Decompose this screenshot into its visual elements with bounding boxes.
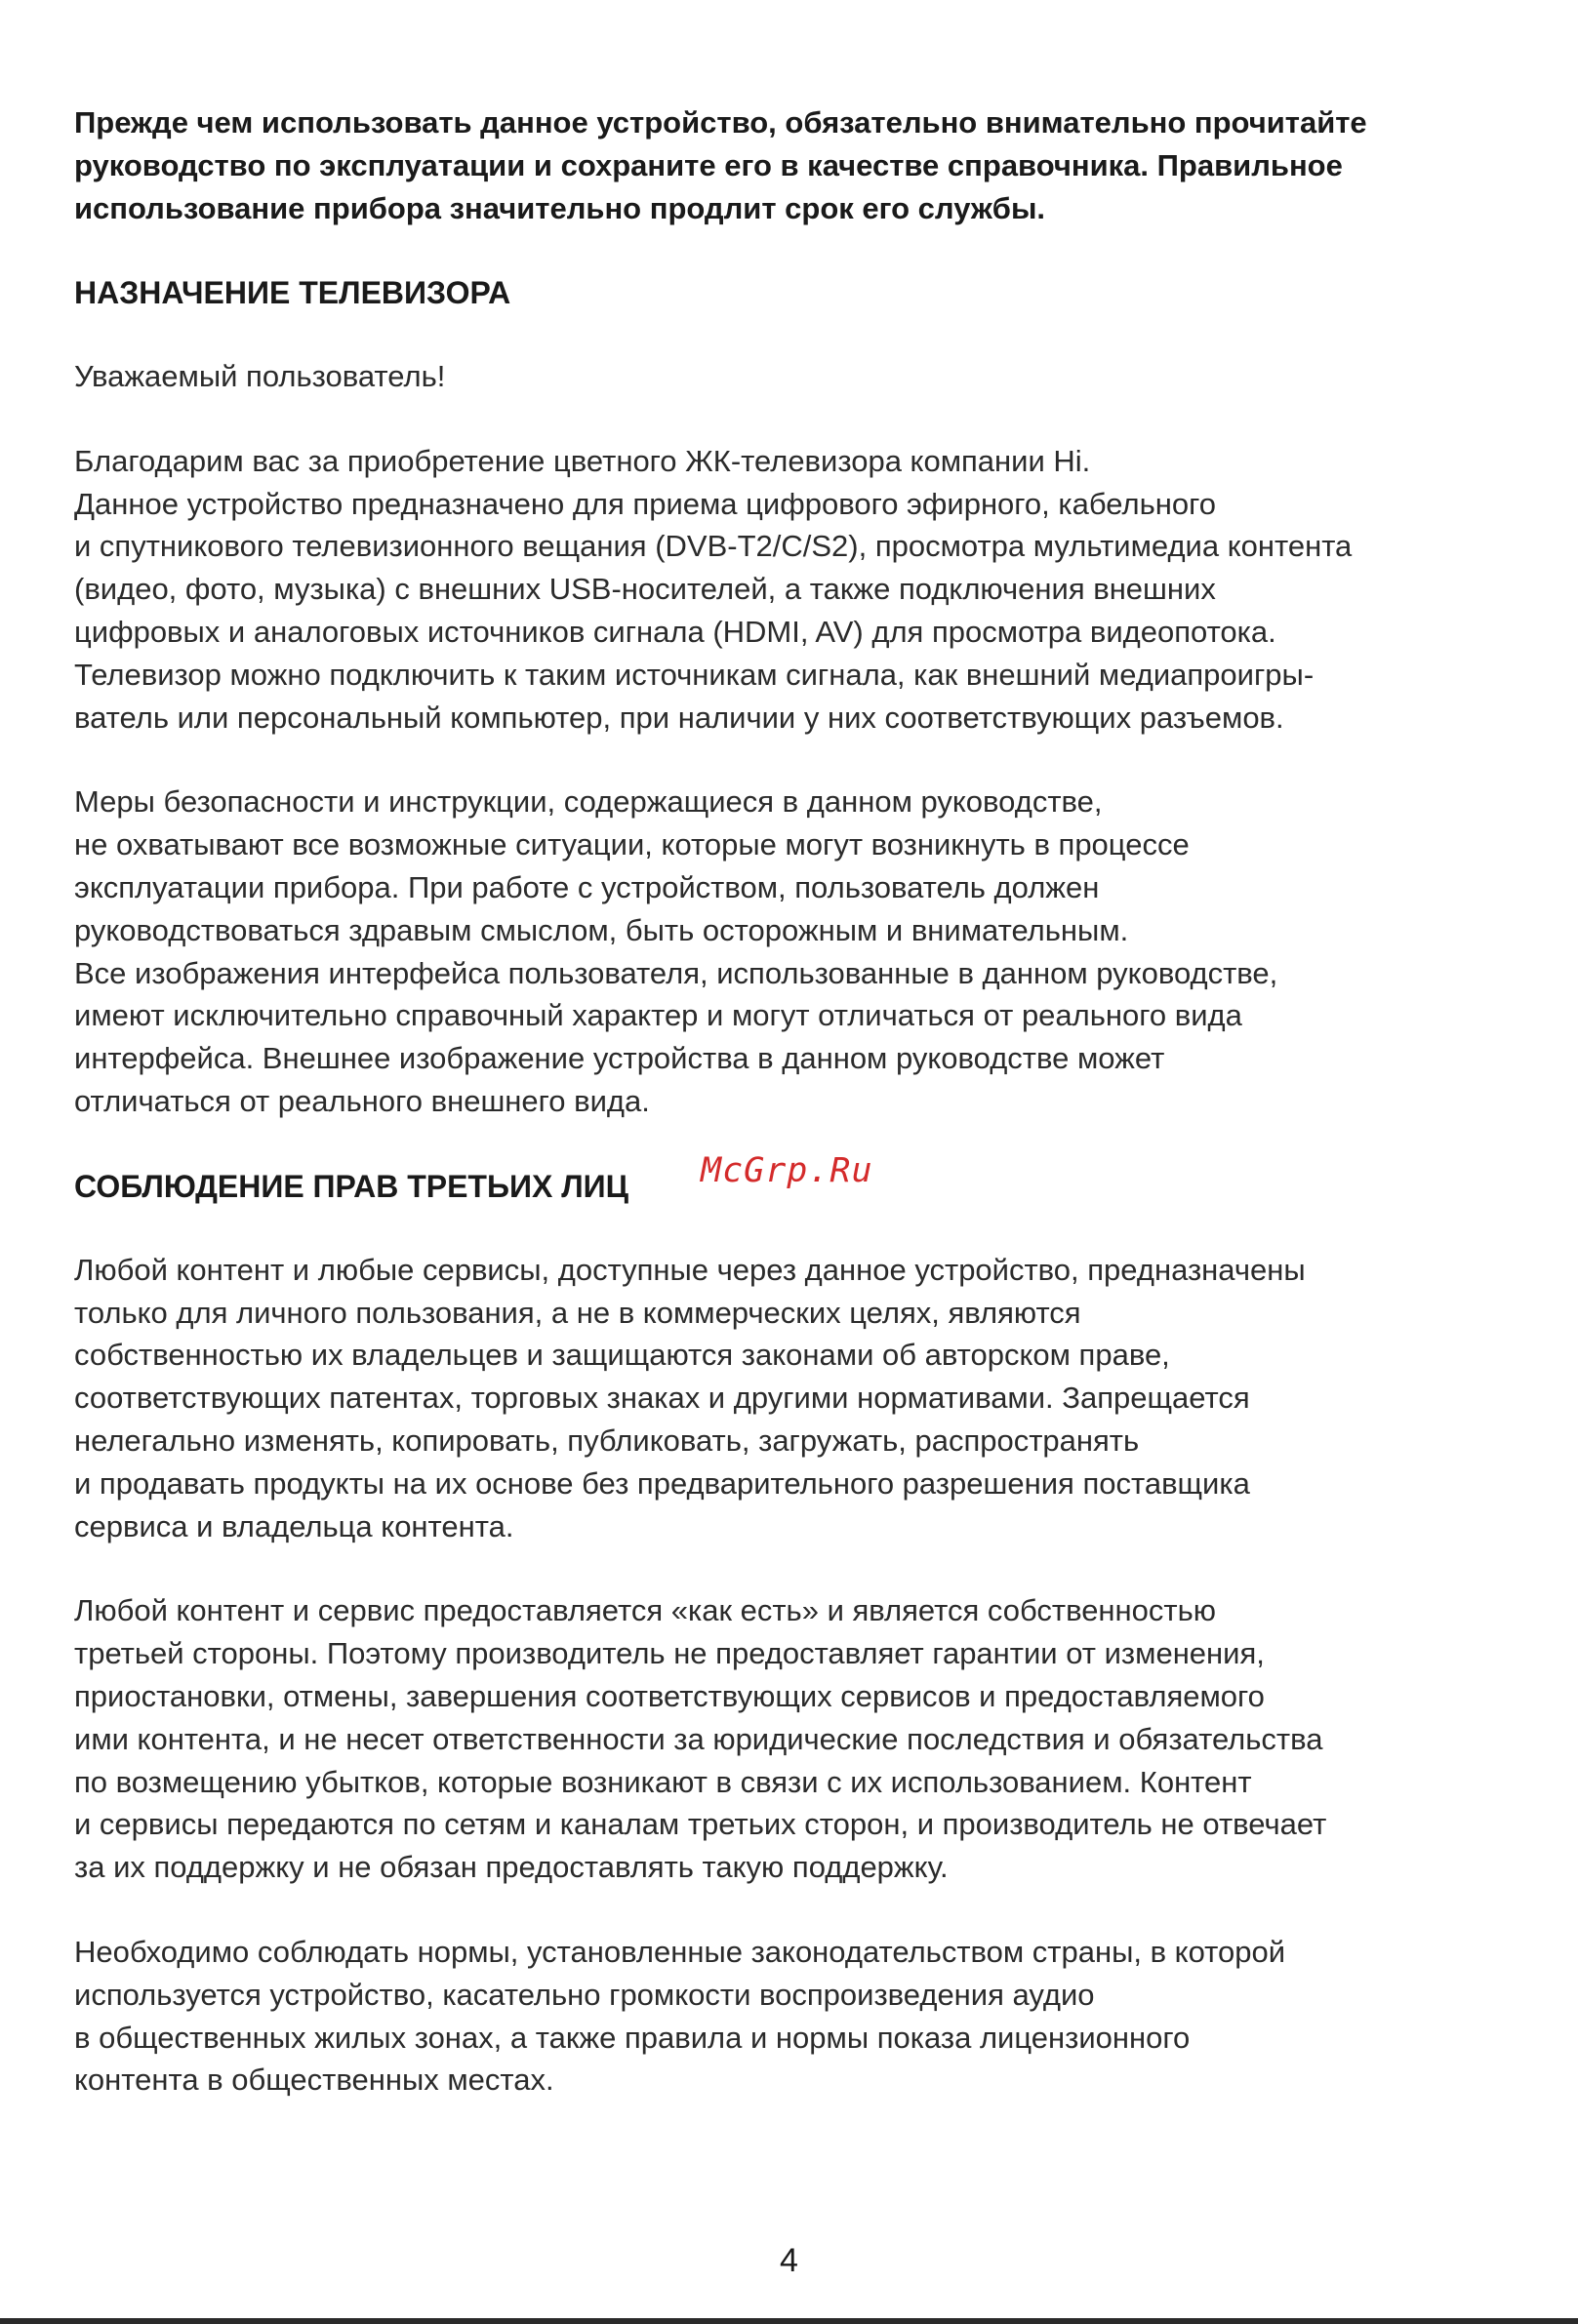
text-line: руководствоваться здравым смыслом, быть осторожным и внимательным. xyxy=(74,912,1129,947)
text-line: цифровых и аналоговых источников сигнала (HDMI, AV) для просмотра видеопотока. xyxy=(74,614,1276,649)
text-line: используется устройство, касательно громкости воспроизведения аудио xyxy=(74,1977,1095,2012)
intro-line: руководство по эксплуатации и сохраните его в качестве справочника. Правильное xyxy=(74,148,1343,182)
text-line: третьей стороны. Поэтому производитель не предоставляет гарантии от изменения, xyxy=(74,1636,1265,1671)
bottom-divider xyxy=(0,2318,1578,2324)
text-line: ими контента, и не несет ответственности за юридические последствия и обязательства xyxy=(74,1721,1323,1756)
text-line: по возмещению убытков, которые возникают в связи с их использованием. Контент xyxy=(74,1764,1252,1799)
text-line: только для личного пользования, а не в коммерческих целях, являются xyxy=(74,1295,1081,1330)
text-line: и сервисы передаются по сетям и каналам третьих сторон, и производитель не отвечает xyxy=(74,1807,1327,1842)
text-line: (видео, фото, музыка) с внешних USB-носителей, а также подключения внешних xyxy=(74,572,1216,607)
text-line: Благодарим вас за приобретение цветного ЖК-телевизора компании Hi. xyxy=(74,443,1091,478)
section-heading-third-party-rights: СОБЛЮДЕНИЕ ПРАВ ТРЕТЬИХ ЛИЦ xyxy=(74,1168,629,1204)
text-line: ватель или персональный компьютер, при наличии у них соответствующих разъемов. xyxy=(74,700,1284,735)
text-line: интерфейса. Внешнее изображение устройства в данном руководстве может xyxy=(74,1041,1165,1076)
text-line: в общественных жилых зонах, а также правила и нормы показа лицензионного xyxy=(74,2020,1191,2055)
text-line: Данное устройство предназначено для приема цифрового эфирного, кабельного xyxy=(74,486,1216,521)
text-line: за их поддержку и не обязан предоставлять такую поддержку. xyxy=(74,1850,949,1885)
intro-line: использование прибора значительно продлит срок его службы. xyxy=(74,191,1046,225)
text-line: не охватывают все возможные ситуации, которые могут возникнуть в процессе xyxy=(74,827,1190,862)
intro-line: Прежде чем использовать данное устройство, обязательно внимательно прочитайте xyxy=(74,105,1367,140)
text-line: соответствующих патентах, торговых знаках и другими нормативами. Запрещается xyxy=(74,1381,1250,1416)
watermark-logo: McGrp.Ru xyxy=(701,1151,873,1190)
text-line: отличаться от реального внешнего вида. xyxy=(74,1083,650,1118)
text-line: контента в общественных местах. xyxy=(74,2063,554,2098)
greeting: Уважаемый пользователь! xyxy=(74,359,446,393)
text-line: Телевизор можно подключить к таким источникам сигнала, как внешний медиапроигры- xyxy=(74,657,1315,692)
text-line: и продавать продукты на их основе без предварительного разрешения поставщика xyxy=(74,1465,1250,1501)
purpose-paragraph-1 xyxy=(74,440,1538,740)
rights-paragraph-3 xyxy=(74,1931,1538,2102)
page-number: 4 xyxy=(780,2242,798,2279)
text-line: Все изображения интерфейса пользователя, использованные в данном руководстве, xyxy=(74,955,1278,990)
rights-paragraph-1 xyxy=(74,1249,1538,1548)
intro-paragraph xyxy=(74,101,1538,230)
text-line: собственностью их владельцев и защищаются законами об авторском праве, xyxy=(74,1338,1170,1373)
text-line: сервиса и владельца контента. xyxy=(74,1508,514,1543)
section-heading-purpose: НАЗНАЧЕНИЕ ТЕЛЕВИЗОРА xyxy=(74,275,511,310)
text-line: эксплуатации прибора. При работе с устройством, пользователь должен xyxy=(74,869,1100,904)
text-line: нелегально изменять, копировать, публиковать, загружать, распространять xyxy=(74,1422,1140,1458)
text-line: и спутникового телевизионного вещания (DVB-T2/C/S2), просмотра мультимедиа контента xyxy=(74,529,1353,564)
document-page xyxy=(74,101,1538,2144)
rights-paragraph-2 xyxy=(74,1589,1538,1889)
text-line: приостановки, отмены, завершения соответствующих сервисов и предоставляемого xyxy=(74,1678,1265,1713)
purpose-paragraph-2 xyxy=(74,781,1538,1122)
text-line: Меры безопасности и инструкции, содержащиеся в данном руководстве, xyxy=(74,784,1103,820)
text-line: Любой контент и сервис предоставляется «как есть» и является собственностью xyxy=(74,1593,1217,1628)
text-line: Любой контент и любые сервисы, доступные через данное устройство, предназначены xyxy=(74,1252,1306,1287)
text-line: имеют исключительно справочный характер и могут отличаться от реального вида xyxy=(74,998,1242,1033)
text-line: Необходимо соблюдать нормы, установленные законодательством страны, в которой xyxy=(74,1934,1286,1969)
